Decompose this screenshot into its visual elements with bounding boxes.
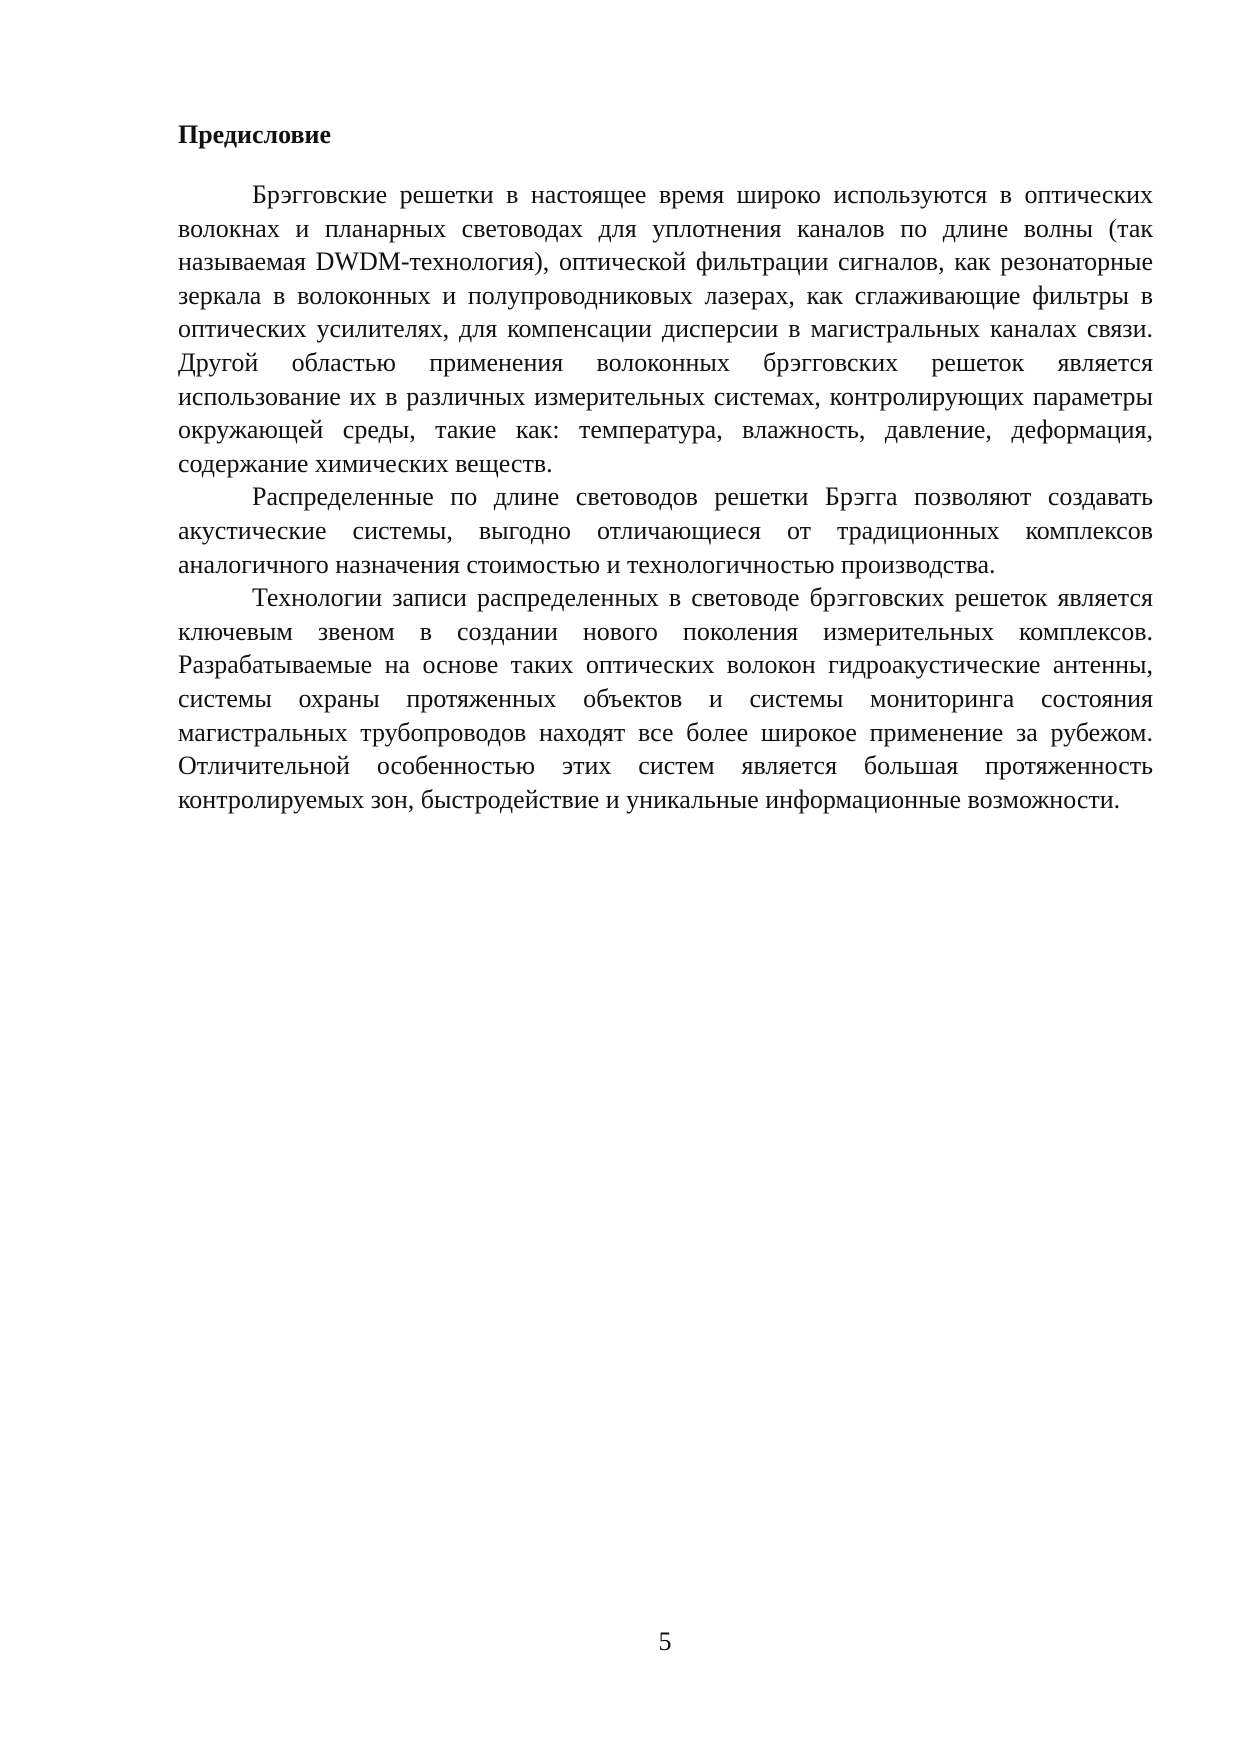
paragraph-2: Распределенные по длине световодов решетки Брэгга позволяют создавать акустические системы, выгодно отличающиеся от традиционных комплексов аналогичного назначения стоимостью и технологичностью производства. bbox=[178, 482, 1153, 579]
paragraph-1: Брэгговские решетки в настоящее время широко используются в оптических волокнах и планарных световодах для уплотнения каналов по длине волны (так называемая DWDM-технология), оптической фильтрации сигналов, как резонаторные зеркала в волоконных и полупроводниковых лазерах, как сглаживающие фильтры в оптических усилителях, для компенсации дисперсии в магистральных каналах связи. Другой областью применения волоконных брэгговских решеток является использование их в различных измерительных системах, контролирующих параметры окружающей среды, такие как: температура, влажность, давление, деформация, содержание химических веществ. bbox=[178, 180, 1153, 478]
paragraph-3: Технологии записи распределенных в световоде брэгговских решеток является ключевым звеном в создании нового поколения измерительных комплексов. Разрабатываемые на основе таких оптических волокон гидроакустические антенны, системы охраны протяженных объектов и системы мониторинга состояния магистральных трубопроводов находят все более широкое применение за рубежом. Отличительной особенностью этих систем является большая протяженность контролируемых зон, быстродействие и уникальные информационные возможности. bbox=[178, 583, 1153, 814]
page-number: 5 bbox=[658, 1627, 672, 1656]
page-content bbox=[178, 118, 1153, 816]
section-heading: Предисловие bbox=[178, 120, 332, 149]
